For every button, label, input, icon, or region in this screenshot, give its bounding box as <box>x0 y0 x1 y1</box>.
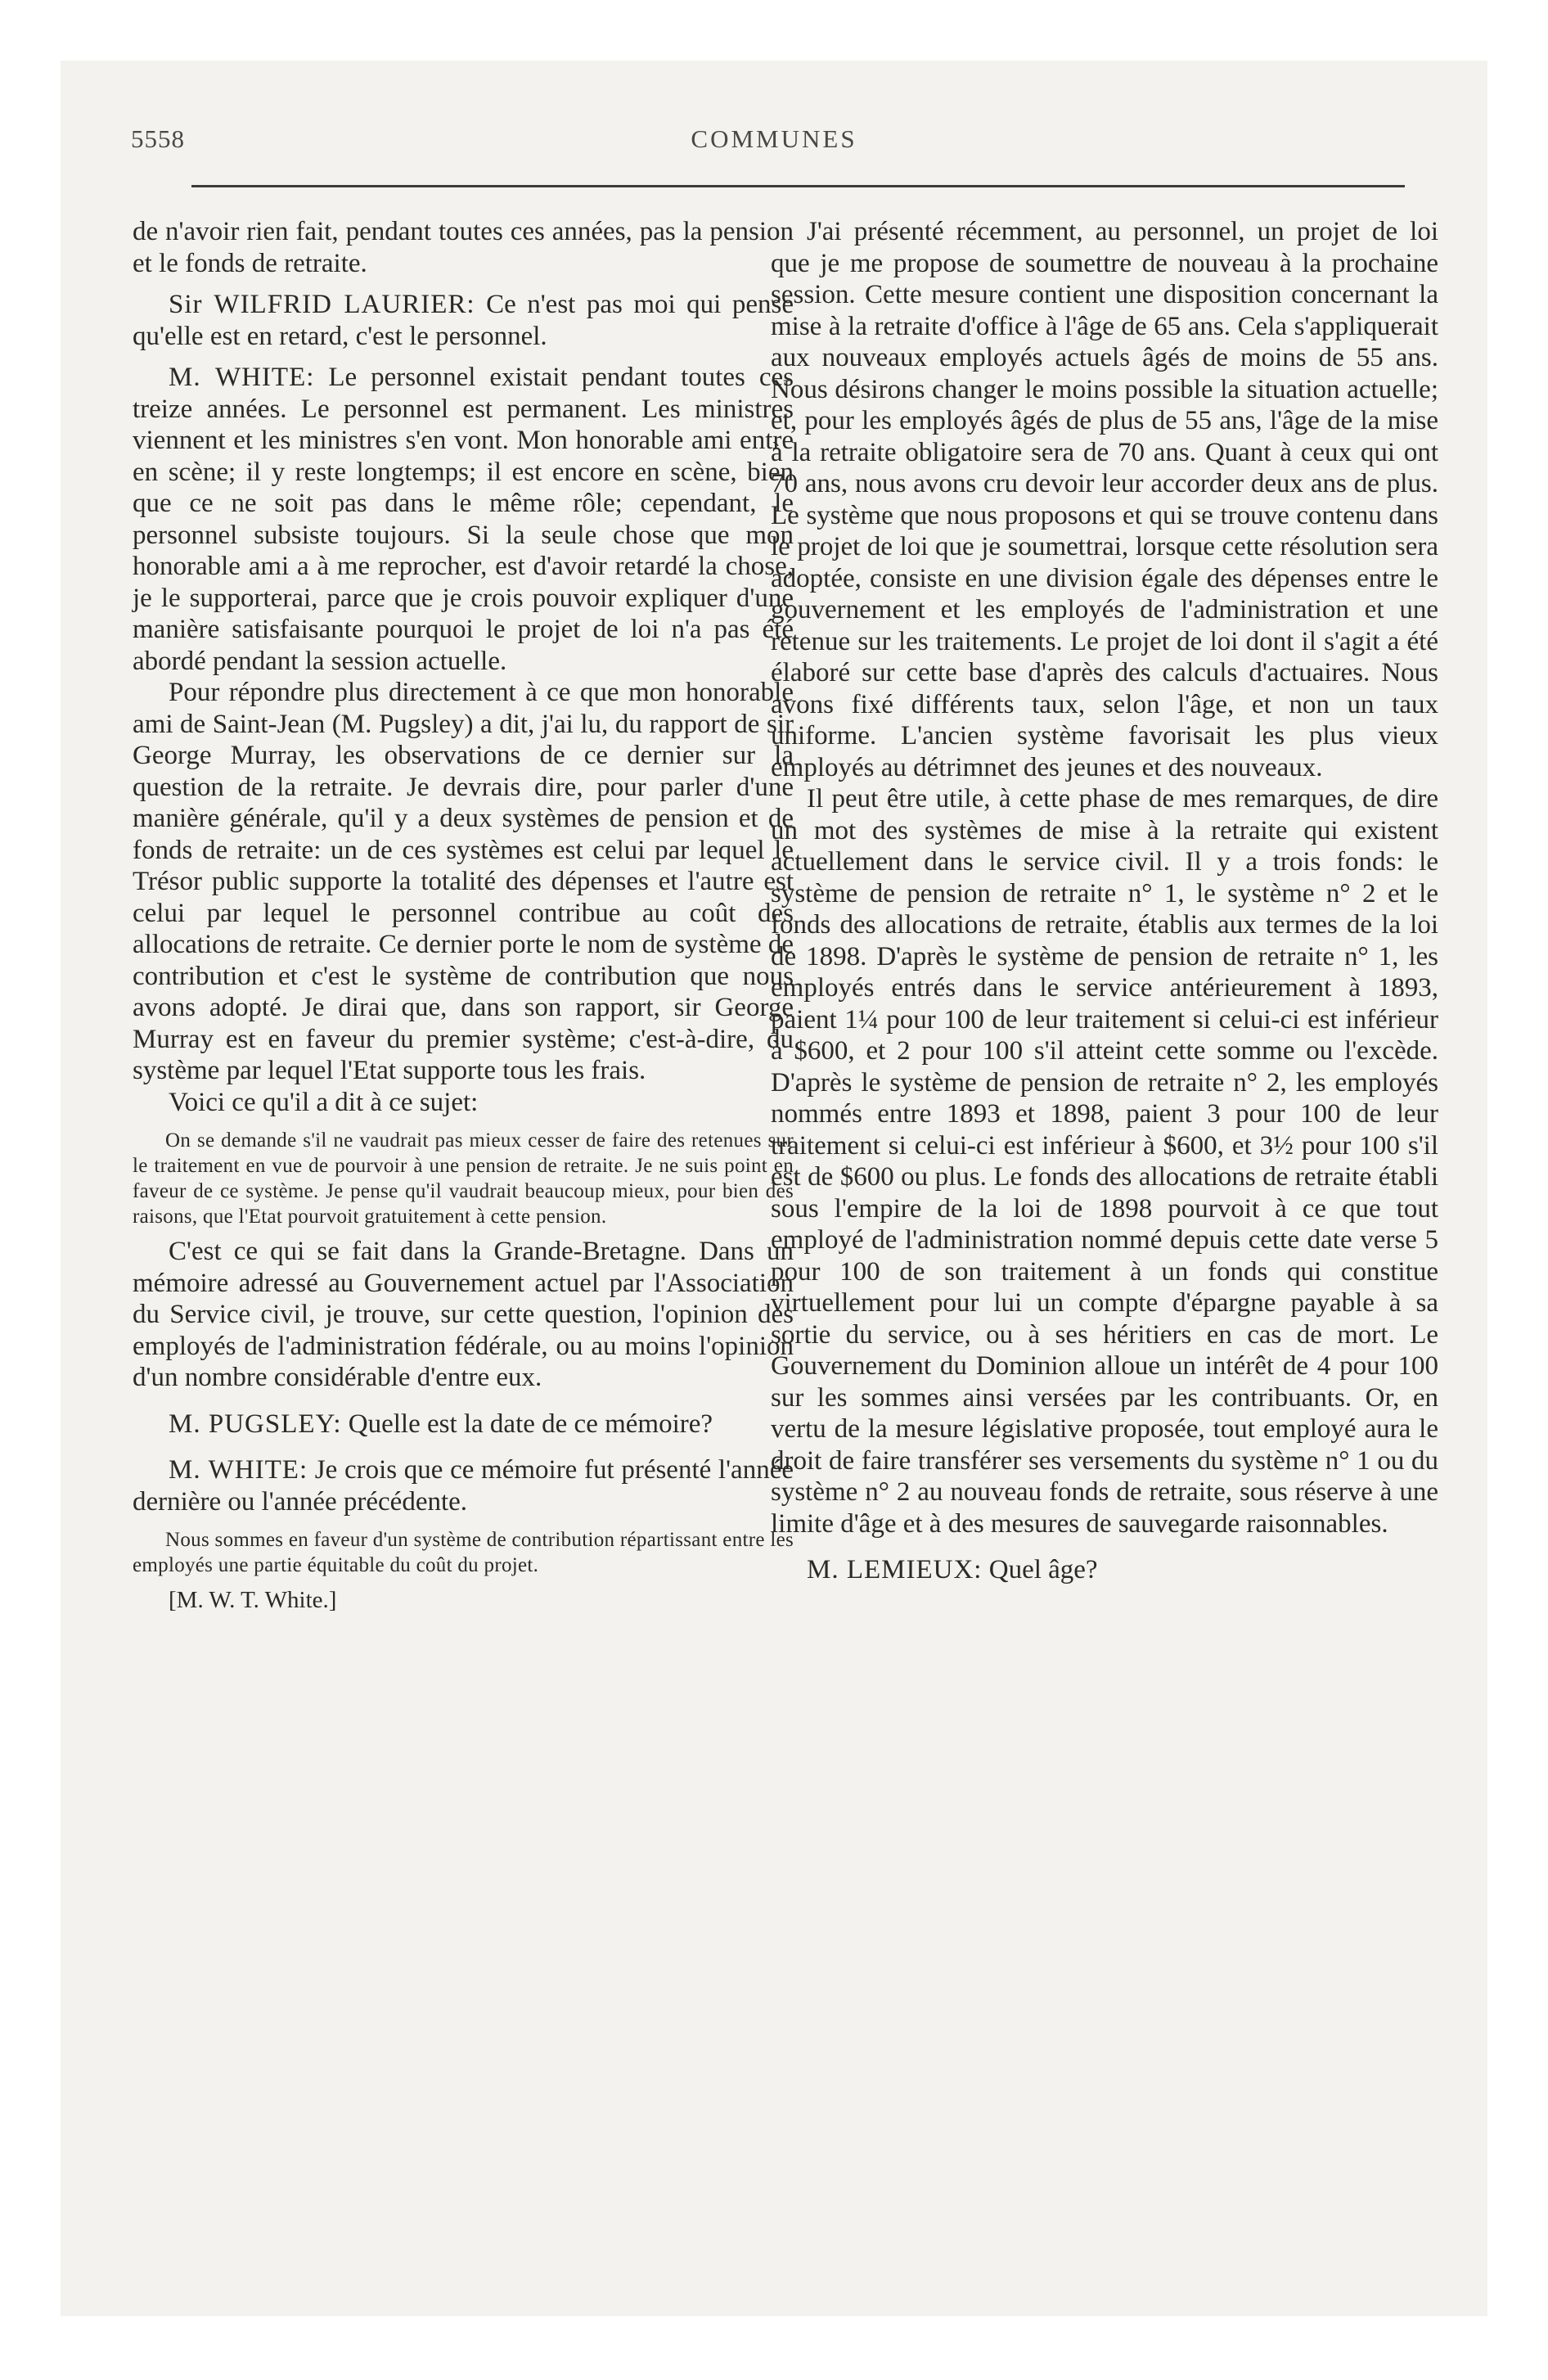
speech-text: Quelle est la date de ce mémoire? <box>341 1409 713 1439</box>
speech-text: Je crois que ce mémoire fut présenté l'année dernière ou l'année précédente. <box>133 1455 794 1517</box>
speech-white <box>133 1454 794 1517</box>
paragraph: Voici ce qu'il a dit à ce sujet: <box>169 1087 479 1117</box>
speaker-name: Sir WILFRID LAURIER: <box>169 290 475 319</box>
speech-text: Quel âge? <box>982 1555 1098 1584</box>
paragraph: J'ai présenté récemment, au personnel, un projet de loi que je me propose de soumettre de nouveau à la prochaine session. Cette mesure contient une disposition concernant la mise à la retraite d'office à l'âge de 65 ans. Cela s'appliquerait aux nouveaux employés actuels âgés de moins de 55 ans. Nous désirons changer le moins possible la situation actuelle; et, pour les employés âgés de plus de 55 ans, l'âge de la mise à la retraite obligatoire sera de 70 ans. Quant à ceux qui ont 70 ans, nous avons cru devoir leur accorder deux ans de plus. Le système que nous proposons et qui se trouve contenu dans le projet de loi que je soumettrai, lorsque cette résolution sera adoptée, consiste en une division égale des dépenses entre le gouvernement et les employés de l'administration et une retenue sur les traitements. Le projet de loi dont il s'agit a été élaboré sur cette base d'après des calculs d'actuaires. Nous avons fixé différents taux, selon l'âge, et non un taux uniforme. L'ancien système favorisait les plus vieux employés au détrimnet des jeunes et des nouveaux. <box>771 217 1438 782</box>
speech-text: Ce n'est pas moi qui pense qu'elle est en retard, c'est le personnel. <box>133 290 794 351</box>
speaker-attribution: [M. W. T. White.] <box>169 1587 337 1613</box>
header-rule <box>191 185 1405 187</box>
page-number: 5558 <box>131 124 185 153</box>
block-quote: Nous sommes en faveur d'un système de contribution répartissant entre les employés une partie équitable du coût du projet. <box>133 1529 794 1576</box>
right-column <box>771 216 1438 1586</box>
left-column <box>133 216 794 1616</box>
speaker-name: M. PUGSLEY: <box>169 1409 342 1439</box>
speech-lemieux <box>771 1554 1438 1586</box>
running-head: COMMUNES <box>691 124 857 153</box>
paragraph: Il peut être utile, à cette phase de mes remarques, de dire un mot des systèmes de mise à la retraite qui existent actuellement dans le service civil. Il y a trois fonds: le système de pension de retraite n° 1, le système n° 2 et le fonds des allocations de retraite, établis aux termes de la loi de 1898. D'après le système de pension de retraite n° 1, les employés entrés dans le service antérieurement à 1893, paient 1¼ pour 100 de leur traitement si celui-ci est inférieur à $600, et 2 pour 100 s'il atteint cette somme ou l'excède. D'après le système de pension de retraite n° 2, les employés nommés entre 1893 et 1898, paient 3 pour 100 de leur traitement si celui-ci est inférieur à $600, et 3½ pour 100 s'il est de $600 ou plus. Le fonds des allocations de retraite établi sous l'empire de la loi de 1898 pourvoit à ce que tout employé de l'administration nommé depuis cette date verse 5 pour 100 de son traitement à un fonds qui constitue virtuellement pour lui un compte d'épargne payable à sa sortie du service, ou à ses héritiers en cas de mort. Le Gouvernement du Dominion alloue un intérêt de 4 pour 100 sur les sommes ainsi versées par les contribuants. Or, en vertu de la mesure législative proposée, tout employé aura le droit de faire transférer ses versements du système n° 1 ou du système n° 2 au nouveau fonds de retraite, sous réserve à une limite d'âge et à des mesures de sauvegarde raisonnables. <box>771 784 1438 1539</box>
paragraph: de n'avoir rien fait, pendant toutes ces années, pas la pension et le fonds de retraite. <box>133 217 794 278</box>
speech-white <box>133 362 794 677</box>
speech-pugsley <box>133 1409 794 1440</box>
block-quote: On se demande s'il ne vaudrait pas mieux cesser de faire des retenues sur le traitement en vue de pourvoir à une pension de retraite. Je ne suis point en faveur de ce système. Je pense qu'il vaudrait beaucoup mieux, pour bien des raisons, que l'Etat pourvoit gratuitement à cette pension. <box>133 1129 794 1228</box>
paragraph: C'est ce qui se fait dans la Grande-Bretagne. Dans un mémoire adressé au Gouvernement actuel par l'Association du Service civil, je trouve, sur cette question, l'opinion des employés de l'administration fédérale, ou au moins l'opinion d'un nombre considérable d'entre eux. <box>133 1237 794 1392</box>
speech-text: Le personnel existait pendant toutes ces treize années. Le personnel est permanent. Les ministres viennent et les ministres s'en vont. Mon honorable ami entre en scène; il y reste longtemps; il est encore en scène, bien que ce ne soit pas dans le même rôle; cependant, le personnel subsiste toujours. Si la seule chose que mon honorable ami a à me reprocher, est d'avoir retardé la chose, je le supporterai, parce que je crois pouvoir expliquer d'une manière satisfaisante pourquoi le projet de loi n'a pas été abordé pendant la session actuelle. <box>133 363 794 676</box>
speaker-name: M. LEMIEUX: <box>807 1555 983 1584</box>
paragraph: Pour répondre plus directement à ce que mon honorable ami de Saint-Jean (M. Pugsley) a dit, j'ai lu, du rapport de sir George Murray, les observations de ce dernier sur la question de la retraite. Je devrais dire, pour parler d'une manière générale, qu'il y a deux systèmes de pension et de fonds de retraite: un de ces systèmes est celui par lequel le Trésor public supporte la totalité des dépenses et l'autre est celui par lequel le personnel contribue au coût des allocations de retraite. Ce dernier porte le nom de système de contribution et c'est le système de contribution que nous avons adopté. Je dirai que, dans son rapport, sir George Murray est en faveur du premier système; c'est-à-dire, du système par lequel l'Etat supporte tous les frais. <box>133 678 794 1085</box>
scanned-page <box>61 61 1487 2316</box>
speaker-name: M. WHITE: <box>169 1455 308 1485</box>
speaker-name: M. WHITE: <box>169 363 315 392</box>
speech-laurier <box>133 289 794 352</box>
